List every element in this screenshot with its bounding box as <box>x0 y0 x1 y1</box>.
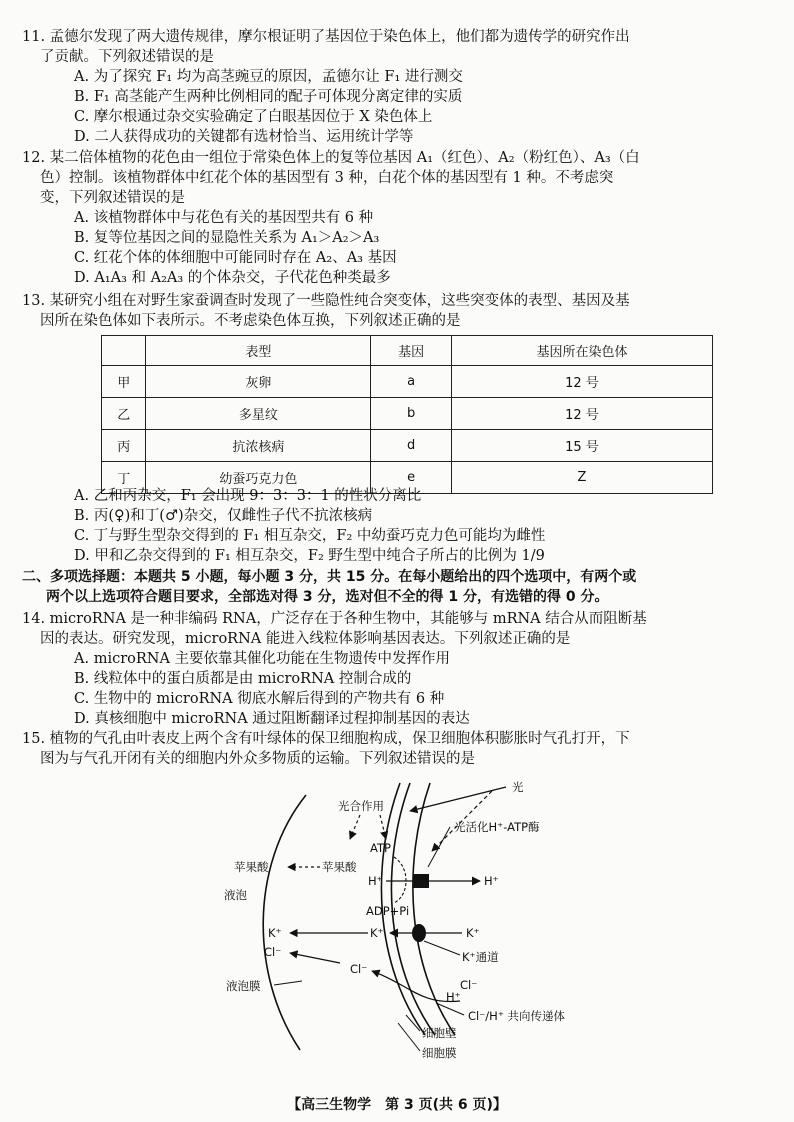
k-channel <box>412 924 426 942</box>
question-11 <box>22 27 782 147</box>
malate-vacuole-label: 苹果酸 <box>234 860 269 874</box>
table-row <box>102 366 713 398</box>
page-footer: 【高三生物学 第 3 页(共 6 页)】 <box>287 1097 507 1113</box>
table-row <box>102 398 713 430</box>
question-13-options <box>22 486 782 566</box>
cl-vacuole-label: Cl⁻ <box>264 945 282 959</box>
q13-option-d: D. 甲和乙杂交得到的 F₁ 相互杂交，F₂ 野生型中纯合子所占的比例为 1/9 <box>74 548 545 564</box>
h-symport-label: H⁺ <box>446 990 461 1004</box>
table-header-row <box>102 336 713 366</box>
table-header-cell: 表型 <box>146 336 371 366</box>
adp-label: ADP+Pi <box>366 904 410 918</box>
cell-membrane-label: 细胞膜 <box>422 1046 457 1060</box>
section-2-line2: 两个以上选项符合题目要求，全部选对得 3 分，选对但不全的得 1 分，有选错的得 0 分。 <box>46 589 609 605</box>
table-cell: e <box>371 462 452 494</box>
mutant-table <box>101 335 713 494</box>
h-outside-label: H⁺ <box>484 874 499 888</box>
question-14 <box>22 609 782 729</box>
table-cell: 抗浓核病 <box>146 430 371 462</box>
q12-option-c: C. 红花个体的体细胞中可能同时存在 A₂、A₃ 基因 <box>74 250 397 266</box>
table-cell: 灰卵 <box>146 366 371 398</box>
photosynthesis-label: 光合作用 <box>338 799 384 813</box>
cell-wall-label: 细胞壁 <box>422 1026 457 1040</box>
q15-stem-line2: 图为与气孔开闭有关的细胞内外众多物质的运输。下列叙述错误的是 <box>40 751 475 767</box>
q13-stem-line2: 因所在染色体如下表所示。不考虑染色体互换，下列叙述正确的是 <box>40 313 461 329</box>
section-2-heading <box>22 567 782 607</box>
atp-hydrolysis-curve <box>394 857 406 903</box>
cl-outside-label: Cl⁻ <box>460 978 478 992</box>
atp-label: ATP <box>370 841 391 855</box>
q13-option-b: B. 丙(♀)和丁(♂)杂交，仅雌性子代不抗浓核病 <box>74 508 373 524</box>
h-inside-label: H⁺ <box>368 874 383 888</box>
table-cell: d <box>371 430 452 462</box>
q14-option-d: D. 真核细胞中 microRNA 通过阻断翻译过程抑制基因的表达 <box>74 711 470 727</box>
cl-vacuole-arrow <box>290 953 340 963</box>
q11-stem-line2: 了贡献。下列叙述错误的是 <box>40 49 214 65</box>
cl-inside-label: Cl⁻ <box>350 962 368 976</box>
light-label: 光 <box>512 780 524 794</box>
table-cell: b <box>371 398 452 430</box>
q14-stem-line1: 14. microRNA 是一种非编码 RNA，广泛存在于各种生物中，其能够与 mRNA 结合从而阻断基 <box>22 611 647 627</box>
k-channel-pointer <box>424 941 460 955</box>
table-cell: 12 号 <box>451 366 712 398</box>
question-13 <box>22 291 782 331</box>
q13-option-a: A. 乙和丙杂交，F₁ 会出现 9：3：3：1 的性状分离比 <box>74 488 422 504</box>
table-cell: a <box>371 366 452 398</box>
q11-option-d: D. 二人获得成功的关键都有选材恰当、运用统计学等 <box>74 129 414 145</box>
question-15 <box>22 729 782 769</box>
q14-stem-line2: 因的表达。研究发现，microRNA 能进入线粒体影响基因表达。下列叙述正确的是 <box>40 631 571 647</box>
q11-option-c: C. 摩尔根通过杂交实验确定了白眼基因位于 X 染色体上 <box>74 109 433 125</box>
table-cell: 甲 <box>102 366 146 398</box>
k-outside-label: K⁺ <box>466 926 480 940</box>
table-header-cell: 基因所在染色体 <box>451 336 712 366</box>
table-header-cell: 基因 <box>371 336 452 366</box>
q11-option-b: B. F₁ 高茎能产生两种比例相同的配子可体现分离定律的实质 <box>74 89 463 105</box>
vacuole-label: 液泡 <box>224 888 247 902</box>
k-channel-label: K⁺通道 <box>462 950 499 964</box>
table-row <box>102 430 713 462</box>
malate-cytoplasm-label: 苹果酸 <box>322 860 357 874</box>
atpase-pointer <box>428 827 450 867</box>
table-cell: 乙 <box>102 398 146 430</box>
vacuole-membrane-pointer <box>274 981 302 985</box>
k-inside-label: K⁺ <box>370 926 384 940</box>
atpase-label: 光活化H⁺-ATP酶 <box>454 820 540 834</box>
k-vacuole-label: K⁺ <box>268 926 282 940</box>
q12-option-d: D. A₁A₃ 和 A₂A₃ 的个体杂交，子代花色种类最多 <box>74 270 391 286</box>
q13-option-c: C. 丁与野生型杂交得到的 F₁ 相互杂交，F₂ 中幼蚕巧克力色可能均为雌性 <box>74 528 546 544</box>
table-cell: Z <box>451 462 712 494</box>
q12-stem-line1: 12. 某二倍体植物的花色由一组位于常染色体上的复等位基因 A₁（红色）、A₂（粉红色）、A₃（白 <box>22 150 640 166</box>
q15-stem-line1: 15. 植物的气孔由叶表皮上两个含有叶绿体的保卫细胞构成，保卫细胞体积膨胀时气孔打开，下 <box>22 731 630 747</box>
q12-option-a: A. 该植物群体中与花色有关的基因型共有 6 种 <box>74 210 374 226</box>
question-12 <box>22 148 782 288</box>
photosynthesis-arrow <box>350 815 360 839</box>
table-cell: 多星纹 <box>146 398 371 430</box>
table-cell: 幼蚕巧克力色 <box>146 462 371 494</box>
q11-stem-line1: 11. 孟德尔发现了两大遗传规律，摩尔根证明了基因位于染色体上，他们都为遗传学的研究作出 <box>22 29 630 45</box>
q14-option-b: B. 线粒体中的蛋白质都是由 microRNA 控制合成的 <box>74 671 412 687</box>
q14-option-a: A. microRNA 主要依靠其催化功能在生物遗传中发挥作用 <box>74 651 451 667</box>
table-cell: 丁 <box>102 462 146 494</box>
q13-stem-line1: 13. 某研究小组在对野生家蚕调查时发现了一些隐性纯合突变体，这些突变体的表型、基因及基 <box>22 293 630 309</box>
q12-stem-line2: 色）控制。该植物群体中红花个体的基因型有 3 种，白花个体的基因型有 1 种。不考虑突 <box>40 170 614 186</box>
table-cell: 丙 <box>102 430 146 462</box>
atpase-pump <box>413 874 429 888</box>
table-cell: 15 号 <box>451 430 712 462</box>
q12-option-b: B. 复等位基因之间的显隐性关系为 A₁＞A₂＞A₃ <box>74 230 380 246</box>
q11-option-a: A. 为了探究 F₁ 均为高茎豌豆的原因，孟德尔让 F₁ 进行测交 <box>74 69 463 85</box>
table-cell: 12 号 <box>451 398 712 430</box>
vacuole-membrane-label: 液泡膜 <box>226 979 261 993</box>
q12-stem-line3: 变，下列叙述错误的是 <box>40 190 185 206</box>
symporter-label: Cl⁻/H⁺ 共向传递体 <box>468 1009 566 1023</box>
vacuole-membrane-line <box>263 795 306 1050</box>
table-header-cell <box>102 336 146 366</box>
q14-option-c: C. 生物中的 microRNA 彻底水解后得到的产物共有 6 种 <box>74 691 445 707</box>
guard-cell-diagram <box>210 775 610 1065</box>
section-2-line1: 二、多项选择题：本题共 5 小题，每小题 3 分，共 15 分。在每小题给出的四个选项中，有两个或 <box>22 569 637 585</box>
